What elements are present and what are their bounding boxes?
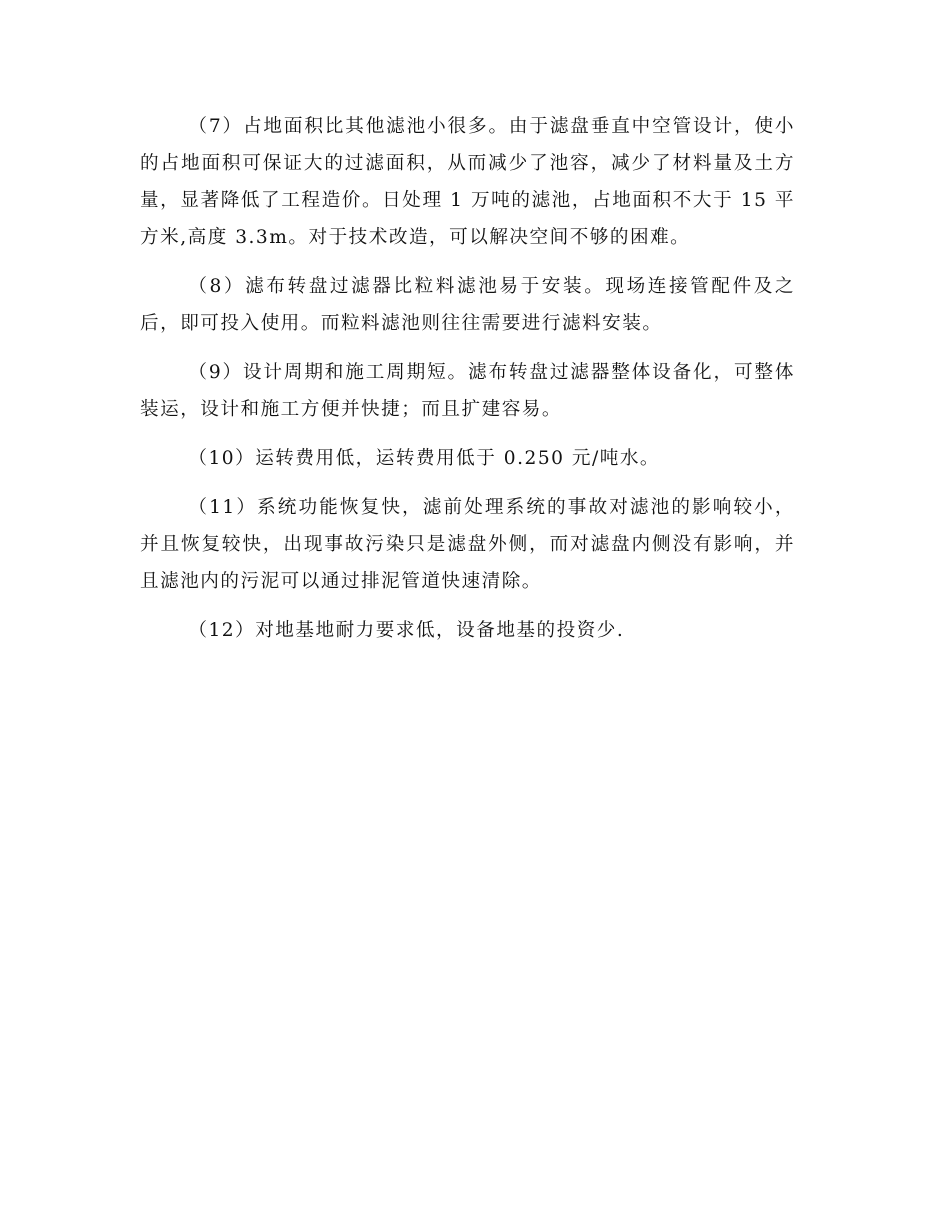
paragraph-advantage-9: （9）设计周期和施工周期短。滤布转盘过滤器整体设备化，可整体装运，设计和施工方便并快捷；而且扩建容易。 (140, 362, 795, 420)
paragraph-advantage-7: （7）占地面积比其他滤池小很多。由于滤盘垂直中空管设计，使小的占地面积可保证大的过滤面积，从而减少了池容，减少了材料量及土方量，显著降低了工程造价。日处理 1 万吨的滤池，占地面积不大于 15 平方米,高度 3.3m。对于技术改造，可以解决空间不够的困难。 (140, 116, 795, 248)
paragraph-advantage-10: （10）运转费用低，运转费用低于 0.250 元/吨水。 (188, 448, 661, 469)
paragraph-advantage-11: （11）系统功能恢复快，滤前处理系统的事故对滤池的影响较小，并且恢复较快，出现事故污染只是滤盘外侧，而对滤盘内侧没有影响，并且滤池内的污泥可以通过排泥管道快速清除。 (140, 497, 795, 592)
paragraph-advantage-8: （8）滤布转盘过滤器比粒料滤池易于安装。现场连接管配件及之后，即可投入使用。而粒料滤池则往往需要进行滤料安装。 (140, 276, 795, 334)
document-body (140, 108, 795, 661)
paragraph-advantage-12: （12）对地基地耐力要求低，设备地基的投资少. (188, 620, 625, 641)
